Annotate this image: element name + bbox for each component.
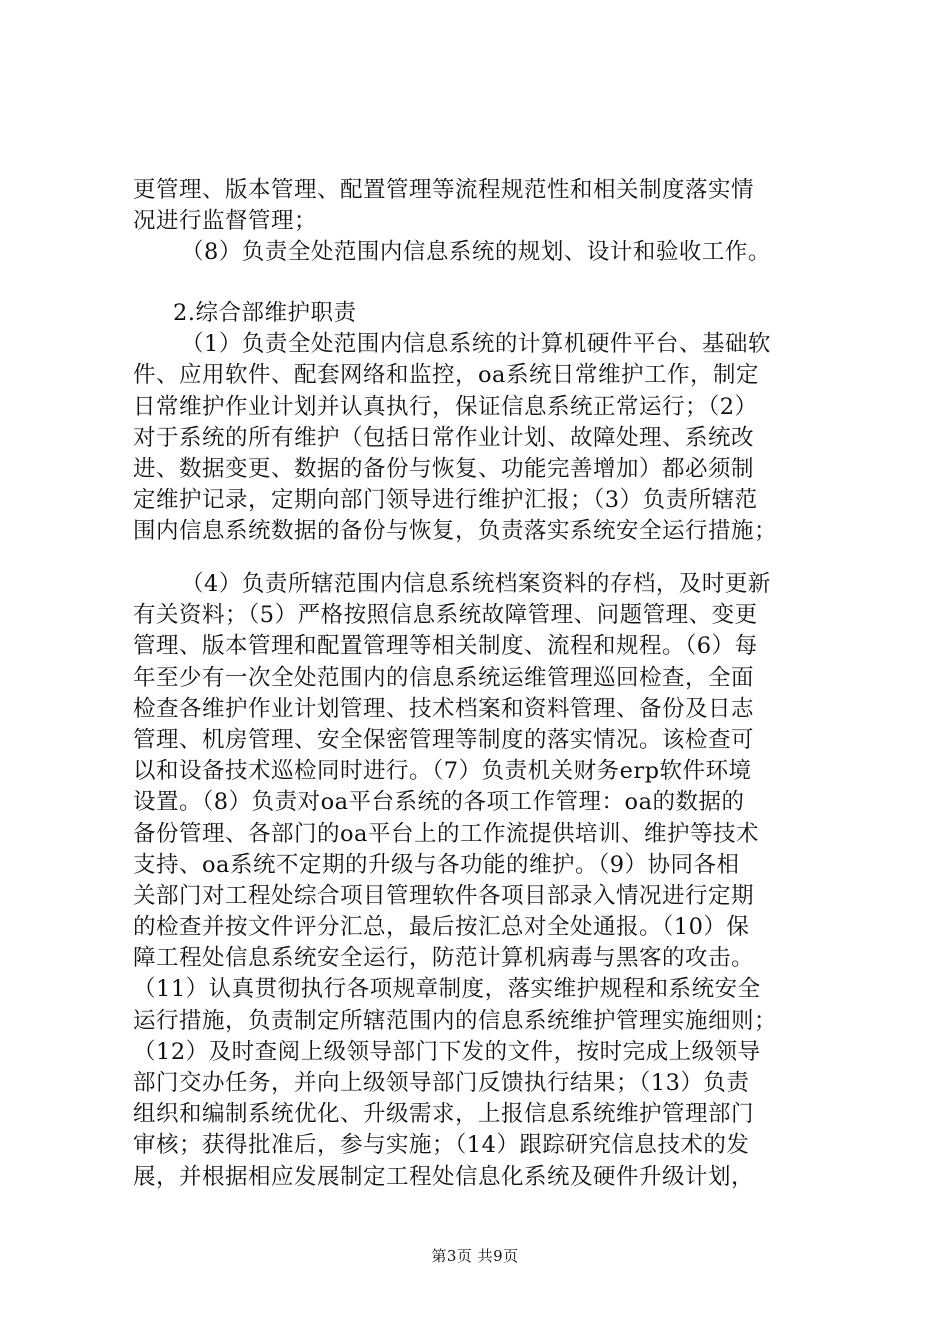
section-2-block [133, 298, 845, 548]
item-8-line: （8）负责全处范围内信息系统的规划、设计和验收工作。 [181, 239, 771, 266]
text-line: 部门交办任务，并向上级领导部门反馈执行结果；（13）负责 [133, 1070, 750, 1096]
text-line: 运行措施，负责制定所辖范围内的信息系统维护管理实施细则； [133, 1007, 778, 1034]
text-line: 进、数据变更、数据的备份与恢复、功能完善增加）都必须制 [133, 455, 755, 482]
text-line: 管理、机房管理、安全保密管理等制度的落实情况。该检查可 [133, 726, 755, 753]
text-line: 审核；获得批准后，参与实施；（14）跟踪研究信息技术的发 [133, 1132, 750, 1159]
page-number-footer: 第3页 共9页 [431, 1247, 519, 1265]
text-line: （12）及时查阅上级领导部门下发的文件，按时完成上级领导 [133, 1038, 761, 1065]
text-line: 管理、版本管理和配置管理等相关制度、流程和规程。（6）每 [133, 633, 758, 660]
text-line: 以和设备技术巡检同时进行。（7）负责机关财务erp软件环境 [133, 758, 752, 785]
text-line: 障工程处信息系统安全运行，防范计算机病毒与黑客的攻击。 [133, 945, 755, 972]
text-line: 的检查并按文件评分汇总，最后按汇总对全处通报。（10）保 [133, 914, 750, 941]
text-line: 日常维护作业计划并认真执行，保证信息系统正常运行；（2） [133, 393, 758, 420]
section-2-paragraph-2 [133, 569, 845, 1193]
text-line: 支持、oa系统不定期的升级与各功能的维护。（9）协同各相 [133, 851, 740, 878]
text-line: 定维护记录，定期向部门领导进行维护汇报；（3）负责所辖范 [133, 487, 758, 514]
text-line: 围内信息系统数据的备份与恢复，负责落实系统安全运行措施； [133, 518, 778, 545]
text-line: 年至少有一次全处范围内的信息系统运维管理巡回检查，全面 [133, 664, 755, 691]
text-line: 备份管理、各部门的oa平台上的工作流提供培训、维护等技术 [133, 820, 759, 847]
text-line: 检查各维护作业计划管理、技术档案和资料管理、备份及日志 [133, 695, 755, 722]
text-line: 对于系统的所有维护（包括日常作业计划、故障处理、系统改 [133, 424, 755, 451]
text-line: 有关资料；（5）严格按照信息系统故障管理、问题管理、变更 [133, 602, 758, 629]
text-line: 更管理、版本管理、配置管理等流程规范性和相关制度落实情 [133, 177, 755, 203]
text-line: （11）认真贯彻执行各项规章制度，落实维护规程和系统安全 [133, 976, 761, 1003]
text-line: 组织和编制系统优化、升级需求，上报信息系统维护管理部门 [133, 1101, 755, 1128]
continuation-block [133, 175, 845, 269]
text-line: 件、应用软件、配套网络和监控，oa系统日常维护工作，制定 [133, 362, 759, 389]
text-line: （4）负责所辖范围内信息系统档案资料的存档，及时更新 [181, 571, 771, 597]
text-line: 展，并根据相应发展制定工程处信息化系统及硬件升级计划， [133, 1163, 755, 1190]
text-line: 关部门对工程处综合项目管理软件各项目部录入情况进行定期 [133, 882, 755, 909]
text-line: 设置。（8）负责对oa平台系统的各项工作管理：oa的数据的 [133, 789, 745, 816]
text-line: （1）负责全处范围内信息系统的计算机硬件平台、基础软 [181, 331, 771, 358]
section-heading: 2.综合部维护职责 [173, 300, 357, 326]
text-line: 况进行监督管理； [133, 208, 318, 235]
